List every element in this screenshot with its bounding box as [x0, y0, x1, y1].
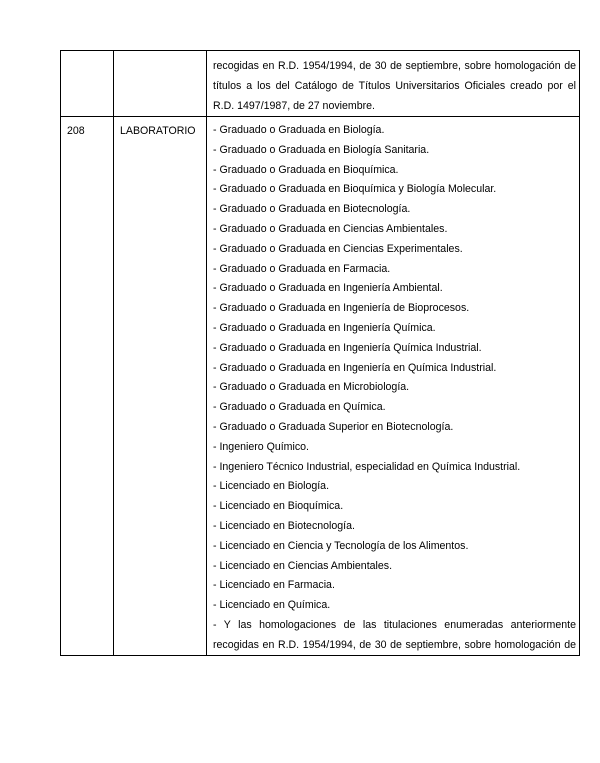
list-item: - Graduado o Graduada en Ingeniería de Bioprocesos. [213, 302, 470, 315]
table-row-continuation [61, 51, 580, 117]
list-item: - Graduado o Graduada en Química. [213, 401, 386, 414]
list-item: - Graduado o Graduada en Ingeniería en Química Industrial. [213, 361, 497, 374]
name-cell [114, 51, 207, 117]
list-item: - Licenciado en Química. [213, 599, 331, 612]
list-item: - Licenciado en Farmacia. [213, 579, 335, 592]
list-item: - Licenciado en Ciencias Ambientales. [213, 559, 393, 572]
table-row-208 [61, 117, 580, 656]
titles-list [207, 117, 579, 616]
list-item: - Graduado o Graduada en Ingeniería Química. [213, 321, 436, 334]
list-item: - Graduado o Graduada en Ciencias Ambientales. [213, 222, 448, 235]
name-text: LABORATORIO [120, 125, 196, 137]
code-cell [61, 117, 114, 656]
list-item: - Ingeniero Químico. [213, 440, 309, 453]
list-item: - Graduado o Graduada en Ciencias Experimentales. [213, 242, 463, 255]
list-item: - Graduado o Graduada en Ingeniería Química Industrial. [213, 341, 482, 354]
list-item: - Graduado o Graduada en Bioquímica y Biología Molecular. [213, 183, 497, 196]
titles-cell [207, 117, 580, 656]
list-item: - Licenciado en Bioquímica. [213, 500, 344, 513]
code-text: 208 [67, 125, 85, 137]
list-item: - Graduado o Graduada Superior en Biotecnología. [213, 420, 454, 433]
list-item: - Graduado o Graduada en Biología. [213, 124, 385, 136]
list-item: - Graduado o Graduada en Farmacia. [213, 262, 391, 275]
list-item: - Graduado o Graduada en Bioquímica. [213, 163, 399, 176]
list-item: - Licenciado en Ciencia y Tecnología de los Alimentos. [213, 539, 469, 552]
code-cell [61, 51, 114, 117]
continuation-paragraph: recogidas en R.D. 1954/1994, de 30 de septiembre, sobre homologación de títulos a los del Catálogo de Títulos Universitarios Oficiales creado por el R.D. 1497/1987, de 27 noviembre. [213, 60, 576, 112]
list-item: - Licenciado en Biotecnología. [213, 519, 355, 532]
list-item: - Licenciado en Biología. [213, 480, 330, 493]
list-item: - Graduado o Graduada en Microbiología. [213, 381, 410, 394]
name-cell [114, 117, 207, 656]
titles-cell [207, 51, 580, 117]
list-item: - Ingeniero Técnico Industrial, especialidad en Química Industrial. [213, 460, 521, 473]
list-item: - Graduado o Graduada en Biotecnología. [213, 203, 411, 216]
titulaciones-table [60, 50, 580, 656]
homologation-paragraph: - Y las homologaciones de las titulaciones enumeradas anteriormente recogidas en R.D. 1954/1994, de 30 de septiembre, sobre homologación de [213, 618, 576, 651]
list-item: - Graduado o Graduada en Biología Sanitaria. [213, 143, 430, 156]
list-item: - Graduado o Graduada en Ingeniería Ambiental. [213, 282, 443, 295]
